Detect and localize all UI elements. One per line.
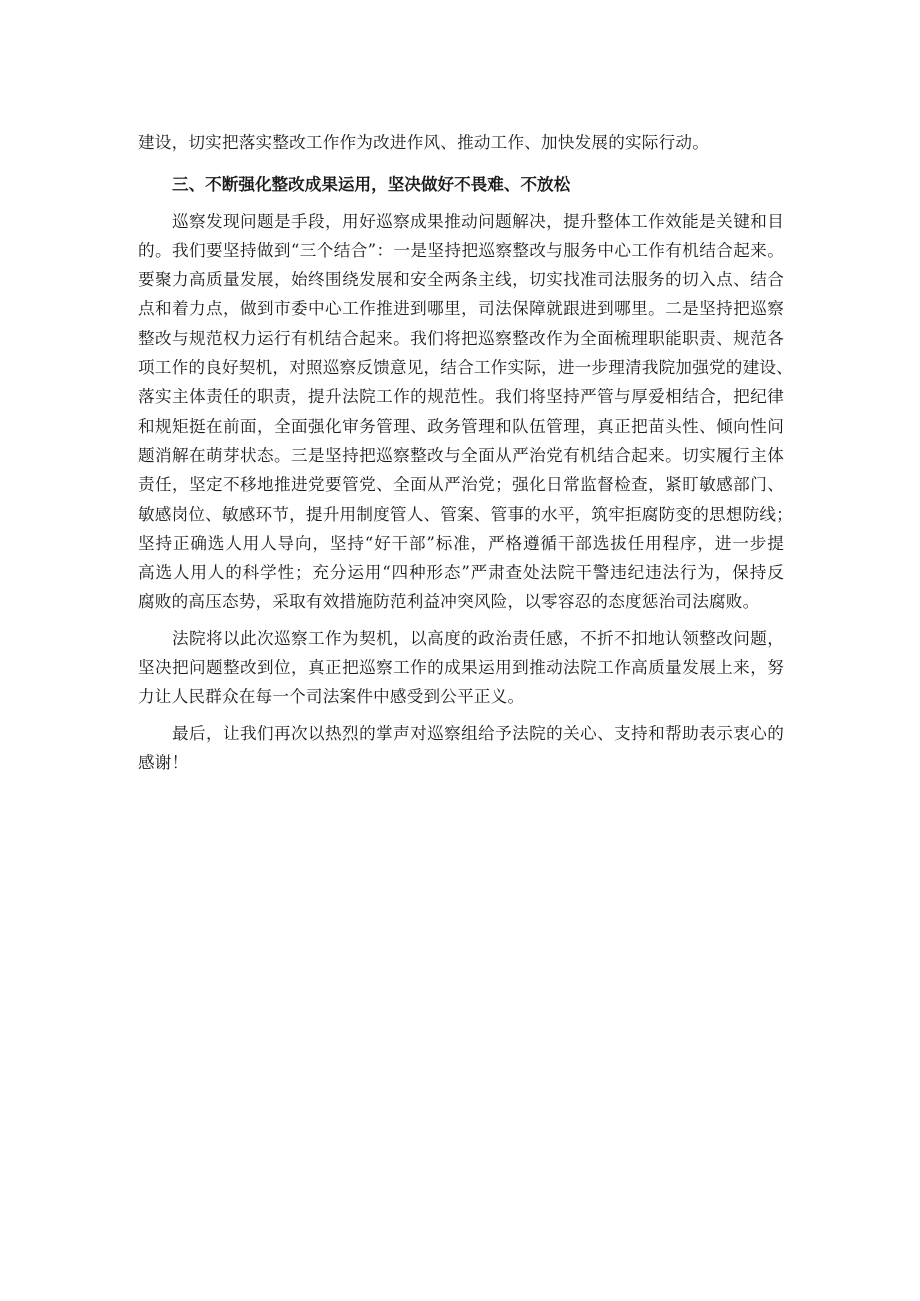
paragraph-line: 坚持正确选人用人导向，坚持“好干部”标准，严格遵循干部选拔任用程序，进一步提: [138, 533, 784, 553]
paragraph-line: 感谢！: [138, 752, 189, 772]
paragraph-line: 高选人用人的科学性；充分运用“四种形态”严肃查处法院干警违纪违法行为，保持反: [138, 563, 784, 583]
paragraph-line: 整改与规范权力运行有机结合起来。我们将把巡察整改作为全面梳理职能职责、规范各: [138, 328, 784, 348]
paragraph-line: 责任，坚定不移地推进党要管党、全面从严治党；强化日常监督检查，紧盯敏感部门、: [138, 475, 784, 495]
paragraph-line: 落实主体责任的职责，提升法院工作的规范性。我们将坚持严管与厚爱相结合，把纪律: [138, 387, 784, 407]
paragraph-line: 坚决把问题整改到位，真正把巡察工作的成果运用到推动法院工作高质量发展上来，努: [138, 658, 784, 678]
section-heading: 三、不断强化整改成果运用，坚决做好不畏难、不放松: [172, 175, 571, 195]
document-body: [138, 128, 793, 777]
paragraph-line: 腐败的高压态势，采取有效措施防范利益冲突风险，以零容忍的态度惩治司法腐败。: [138, 592, 760, 612]
paragraph-line: 力让人民群众在每一个司法案件中感受到公平正义。: [138, 687, 525, 707]
paragraph-line: 题消解在萌芽状态。三是坚持把巡察整改与全面从严治党有机结合起来。切实履行主体: [138, 445, 784, 465]
paragraph-line: 要聚力高质量发展，始终围绕发展和安全两条主线，切实找准司法服务的切入点、结合: [138, 270, 784, 290]
paragraph-line: 项工作的良好契机，对照巡察反馈意见，结合工作实际，进一步理清我院加强党的建设、: [138, 358, 793, 378]
paragraph-continuation-line: 建设，切实把落实整改工作作为改进作风、推动工作、加快发展的实际行动。: [138, 133, 709, 152]
paragraph-line: 的。我们要坚持做到“三个结合”：一是坚持把巡察整改与服务中心工作有机结合起来。: [138, 240, 784, 260]
paragraph-closing: [138, 719, 784, 778]
paragraph-line: 巡察发现问题是手段，用好巡察成果推动问题解决，提升整体工作效能是关键和目: [172, 211, 784, 231]
paragraph-line: 敏感岗位、敏感环节，提升用制度管人、管案、管事的水平，筑牢拒腐防变的思想防线；: [138, 504, 793, 524]
paragraph-three-combinations: [138, 207, 793, 617]
paragraph-line: 法院将以此次巡察工作为契机，以高度的政治责任感，不折不扣地认领整改问题，: [172, 628, 784, 648]
paragraph-commitment: [138, 624, 784, 712]
paragraph-line: 点和着力点，做到市委中心工作推进到哪里，司法保障就跟进到哪里。二是坚持把巡察: [138, 299, 784, 319]
paragraph-line: 和规矩挺在前面，全面强化审务管理、政务管理和队伍管理，真正把苗头性、倾向性问: [138, 416, 784, 436]
paragraph-line: 最后，让我们再次以热烈的掌声对巡察组给予法院的关心、支持和帮助表示衷心的: [172, 723, 784, 743]
